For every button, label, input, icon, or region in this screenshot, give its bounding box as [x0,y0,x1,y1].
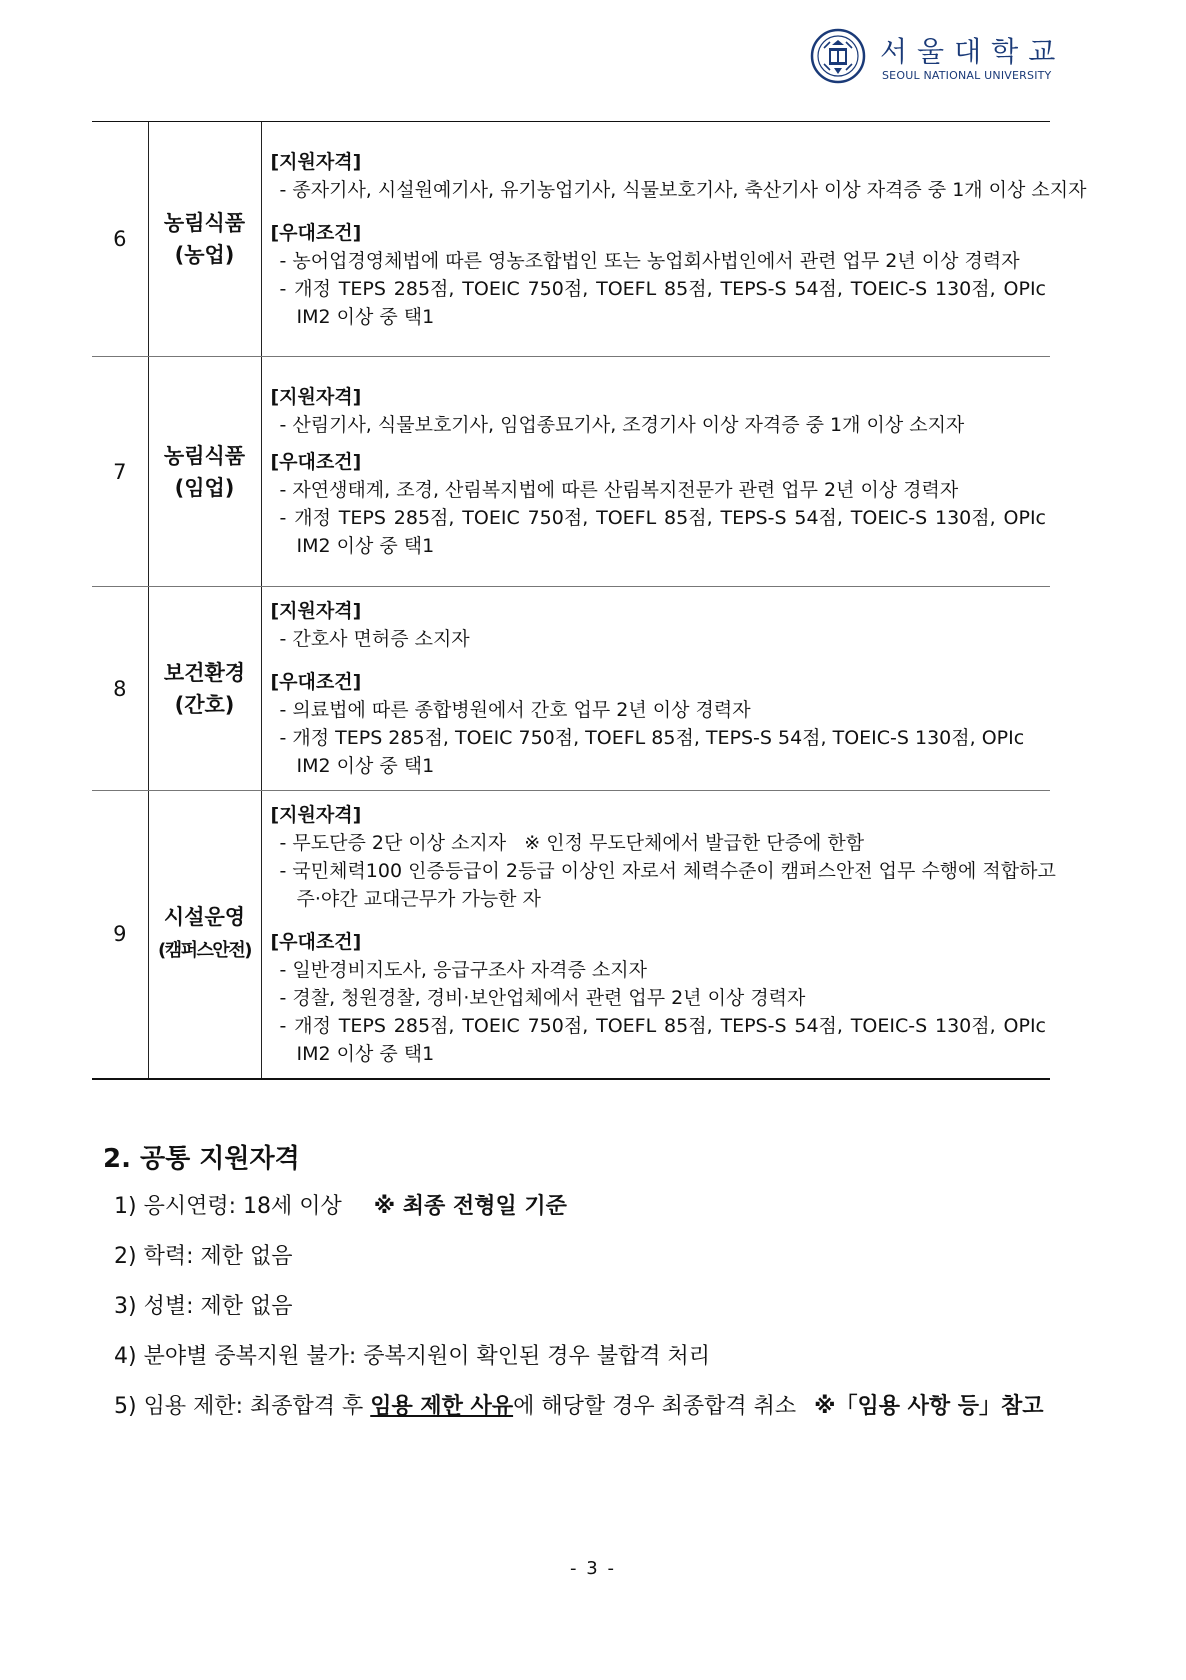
description-cell [261,587,1050,791]
common-qualification-list [114,1192,1044,1442]
list-item-text: 5) 임용 제한: 최종합격 후 [114,1394,371,1419]
field-name: 시설운영 [163,905,246,930]
page-number: - 3 - [570,1558,616,1579]
field-cell [148,587,261,791]
preference-item: - 경찰, 청원경찰, 경비·보안업체에서 관련 업무 2년 이상 경력자 [279,986,806,1009]
field-name: 농림식품 [163,443,246,468]
list-item [114,1192,1044,1242]
row-number: 7 [92,357,148,587]
row-number: 8 [92,587,148,791]
preference-item: - 자연생태계, 조경, 산림복지법에 따른 산림복지전문가 관련 업무 2년 이상 경력자 [279,479,959,501]
qualification-table [92,121,1087,1080]
table-row [92,357,1050,587]
list-item [114,1242,1044,1292]
description-cell [261,791,1056,1079]
field-subname: (캠퍼스안전) [158,940,251,962]
field-cell [148,122,261,357]
university-logo [810,28,1066,88]
preference-item-continuation: IM2 이상 중 택1 [296,305,435,328]
field-cell [148,357,261,587]
university-name-korean: 서울대학교 [880,35,1066,68]
field-name: 농림식품 [163,211,246,235]
table-row [92,791,1050,1079]
qualification-item: - 무도단증 2단 이상 소지자 ※ 인정 무도단체에서 발급한 단증에 한함 [279,831,865,854]
preference-item-continuation: IM2 이상 중 택1 [296,1042,435,1065]
preference-title: [우대조건] [270,671,362,693]
university-name-english: SEOUL NATIONAL UNIVERSITY [882,69,1052,82]
section-heading: 2. 공통 지원자격 [103,1144,300,1174]
preference-title: [우대조건] [270,930,362,953]
qualification-item: - 간호사 면허증 소지자 [279,628,470,650]
list-item-note: ※ 최종 전형일 기준 [373,1194,567,1219]
field-subname: (임업) [174,475,235,500]
description-cell [261,357,1050,587]
preference-item: - 의료법에 따른 종합병원에서 간호 업무 2년 이상 경력자 [279,699,751,721]
preference-item: - 농어업경영체법에 따른 영농조합법인 또는 농업회사법인에서 관련 업무 2년 이상 경력자 [279,249,1020,272]
description-cell [261,122,1087,357]
preference-item-continuation: IM2 이상 중 택1 [296,755,435,777]
list-item-text: 3) 성별: 제한 없음 [114,1294,293,1319]
field-subname: (농업) [174,243,235,267]
list-item-text: 4) 분야별 중복지원 불가: 중복지원이 확인된 경우 불합격 처리 [114,1344,710,1369]
preference-title: [우대조건] [270,221,362,244]
qualification-title: [지원자격] [270,150,362,173]
preference-title: [우대조건] [270,451,362,473]
list-item-note: ※「임용 사항 등」참고 [814,1394,1044,1419]
row-number: 6 [92,122,148,357]
preference-item: - 개정 TEPS 285점, TOEIC 750점, TOEFL 85점, TEPS-S 54점, TOEIC-S 130점, OPIc [279,277,1046,300]
qualification-item-continuation: 주·야간 교대근무가 가능한 자 [296,887,541,910]
university-emblem-icon [810,28,866,84]
list-item-text: 2) 학력: 제한 없음 [114,1244,293,1269]
list-item [114,1392,1044,1442]
list-item-text-after: 에 해당할 경우 최종합격 취소 [513,1394,797,1419]
table-row [92,122,1050,357]
list-item [114,1342,1044,1392]
list-item-text: 1) 응시연령: 18세 이상 [114,1194,342,1219]
field-cell [148,791,261,1079]
underlined-term: 임용 제한 사유 [370,1394,514,1419]
table-row [92,587,1050,791]
row-number: 9 [92,791,148,1079]
field-name: 보건환경 [163,660,246,685]
field-subname: (간호) [174,692,235,717]
preference-item: - 일반경비지도사, 응급구조사 자격증 소지자 [279,958,647,981]
qualification-item: - 국민체력100 인증등급이 2등급 이상인 자로서 체력수준이 캠퍼스안전 업무 수행에 적합하고 [279,859,1056,882]
qualification-title: [지원자격] [270,386,362,408]
preference-item: - 개정 TEPS 285점, TOEIC 750점, TOEFL 85점, TEPS-S 54점, TOEIC-S 130점, OPIc [279,507,1046,529]
preference-item: - 개정 TEPS 285점, TOEIC 750점, TOEFL 85점, TEPS-S 54점, TOEIC-S 130점, OPIc [279,1014,1046,1037]
qualification-item: - 산림기사, 식물보호기사, 임업종묘기사, 조경기사 이상 자격증 중 1개 이상 소지자 [279,414,965,436]
qualification-title: [지원자격] [270,803,362,826]
qualification-title: [지원자격] [270,600,362,622]
list-item [114,1292,1044,1342]
preference-item-continuation: IM2 이상 중 택1 [296,535,435,557]
preference-item: - 개정 TEPS 285점, TOEIC 750점, TOEFL 85점, TEPS-S 54점, TOEIC-S 130점, OPIc [279,727,1025,749]
qualification-item: - 종자기사, 시설원예기사, 유기농업기사, 식물보호기사, 축산기사 이상 자격증 중 1개 이상 소지자 [279,178,1087,201]
